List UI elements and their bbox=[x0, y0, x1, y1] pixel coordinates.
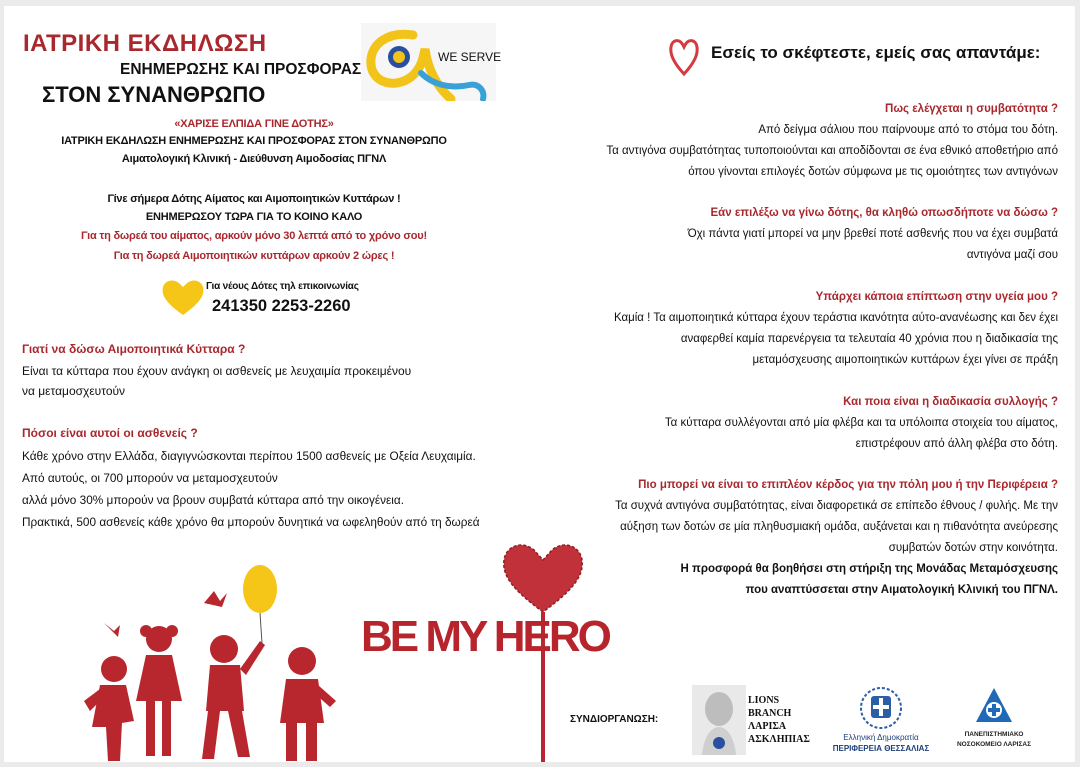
closing-line: Η προσφορά θα βοηθήσει στη στήριξη της Μονάδας Μεταμόσχευσης bbox=[680, 563, 1058, 575]
right-header: Εσείς το σκέφτεστε, εμείς σας απαντάμε: bbox=[711, 43, 1041, 62]
right-qa-1 bbox=[564, 99, 1058, 183]
answer-line: αλλά μόνο 30% μπορούν να βρουν συμβατά κύτταρα από την οικογένεια. bbox=[22, 493, 405, 507]
closing-line: που αναπτύσσεται στην Αιματολογική Κλινική του ΠΓΝΛ. bbox=[745, 584, 1058, 596]
answer-line: όπου γίνονται επιλογές δοτών σύμφωνα με τις ομοιότητες των αντιγόνων bbox=[688, 166, 1058, 178]
question: Πιο μπορεί να είναι το επιπλέον κέρδος για την πόλη μου ή την Περιφέρεια ? bbox=[638, 479, 1058, 491]
children-silhouette-illustration bbox=[64, 551, 364, 762]
header-title-3: ΣΤΟΝ ΣΥΝΑΝΘΡΩΠΟ bbox=[42, 82, 266, 107]
intro-line-5: Για τη δωρεά του αίματος, αρκούν μόνο 30 λεπτά από το χρόνο σου! bbox=[81, 230, 427, 242]
intro-line-4: ΕΝΗΜΕΡΩΣΟΥ ΤΩΡΑ ΓΙΑ ΤΟ ΚΟΙΝΟ ΚΑΛΟ bbox=[145, 211, 363, 223]
right-qa-5 bbox=[564, 475, 1058, 601]
intro-line-2: Αιματολογική Κλινική - Διεύθυνση Αιμοδοσίας ΠΓΝΛ bbox=[121, 153, 387, 165]
yellow-heart-icon bbox=[160, 277, 206, 322]
greek-emblem-icon bbox=[859, 686, 903, 735]
right-qa-4 bbox=[564, 392, 1058, 455]
answer-line: Πρακτικά, 500 ασθενείς κάθε χρόνο θα μπορούν δυνητικά να ωφεληθούν από τη δωρεά bbox=[22, 515, 480, 529]
answer-line: συμβατών δοτών στην κοινότητα. bbox=[888, 542, 1058, 554]
intro-line-1: ΙΑΤΡΙΚΗ ΕΚΔΗΛΩΣΗ ΕΝΗΜΕΡΩΣΗΣ ΚΑΙ ΠΡΟΣΦΟΡΑΣ ΣΤΟΝ ΣΥΝΑΝΘΡΩΠΟ bbox=[61, 135, 447, 147]
left-qa-2 bbox=[22, 423, 502, 533]
region-text bbox=[816, 732, 946, 754]
red-heart-icon bbox=[669, 36, 699, 81]
answer-line: Κάθε χρόνο στην Ελλάδα, διαγιγνώσκονται περίπου 1500 ασθενείς με Οξεία Λευχαιμία. bbox=[22, 449, 476, 463]
lions-line: LIONS bbox=[748, 695, 780, 706]
answer-line: Καμία ! Τα αιμοποιητικά κύτταρα έχουν τεράστια ικανότητα αύτο-ανανέωσης και δεν έχει bbox=[613, 312, 1058, 324]
question: Γιατί να δώσω Αιμοποιητικά Κύτταρα ? bbox=[22, 342, 246, 356]
answer-line: να μεταμοσχευτούν bbox=[22, 384, 126, 398]
question: Πως ελέγχεται η συμβατότητα ? bbox=[885, 103, 1058, 115]
question: Πόσοι είναι αυτοί οι ασθενείς ? bbox=[22, 426, 198, 440]
question: Και ποια είναι η διαδικασία συλλογής ? bbox=[843, 396, 1058, 408]
answer-line: Από δείγμα σάλιου που παίρνουμε από το στόμα του δότη. bbox=[758, 124, 1058, 136]
right-qa-2 bbox=[564, 203, 1058, 266]
lions-line: ΑΣΚΛΗΠΙΑΣ bbox=[748, 734, 810, 745]
hero-text: BE MY HERO bbox=[361, 612, 609, 661]
left-qa-1 bbox=[22, 339, 492, 401]
hospital-text bbox=[949, 730, 1039, 750]
hospital-line-2: ΝΟΣΟΚΟΜΕΙΟ ΛΑΡΙΣΑΣ bbox=[956, 741, 1031, 748]
we-serve-text: WE SERVE bbox=[438, 50, 502, 64]
lions-branch-logo-icon bbox=[692, 685, 746, 755]
answer-line: Είναι τα κύτταρα που έχουν ανάγκη οι ασθενείς με λευχαιμία προκειμένου bbox=[22, 364, 412, 378]
answer-line: αντιγόνα μαζί σου bbox=[966, 249, 1058, 261]
right-qa-3 bbox=[564, 287, 1058, 371]
intro-line-3: Γίνε σήμερα Δότης Αίματος και Αιμοποιητικών Κυττάρων ! bbox=[107, 193, 401, 205]
answer-line: επιστρέφουν από άλλη φλέβα στο δότη. bbox=[855, 438, 1058, 450]
answer-line: Τα αντιγόνα συμβατότητας τυποποιούνται και αποδίδονται σε ένα εθνικό αποθετήριο από bbox=[606, 145, 1058, 157]
flyer-page bbox=[4, 6, 1075, 762]
intro-block bbox=[24, 116, 484, 266]
lions-branch-text bbox=[748, 694, 810, 746]
question: Υπάρχει κάποια επίπτωση στην υγεία μου ? bbox=[815, 291, 1058, 303]
lions-line: ΛΑΡΙΣΑ bbox=[748, 721, 787, 732]
co-organization-label: ΣΥΝΔΙΟΡΓΑΝΩΣΗ: bbox=[570, 714, 659, 725]
header-title-2: ΕΝΗΜΕΡΩΣΗΣ ΚΑΙ ΠΡΟΣΦΟΡΑΣ bbox=[120, 61, 362, 78]
gov-line-1: Ελληνική Δημοκρατία bbox=[843, 733, 919, 742]
phone-number: 241350 2253-2260 bbox=[212, 297, 351, 315]
intro-line-6: Για τη δωρεά Αιμοποιητικών κυττάρων αρκούν 2 ώρες ! bbox=[113, 250, 395, 262]
hospital-line-1: ΠΑΝΕΠΙΣΤΗΜΙΑΚΟ bbox=[964, 731, 1024, 738]
hospital-logo-icon bbox=[974, 686, 1014, 731]
question: Εάν επιλέξω να γίνω δότης, θα κληθώ οπωσδήποτε να δώσω ? bbox=[710, 207, 1058, 219]
contact-label: Για νέους Δότες τηλ επικοινωνίας bbox=[206, 281, 359, 292]
answer-line: Τα συχνά αντιγόνα συμβατότητας, είναι διαφορετικά σε επίπεδο έθνους / φυλής. Με την bbox=[615, 500, 1058, 512]
lions-line: BRANCH bbox=[748, 708, 792, 719]
gov-line-2: ΠΕΡΙΦΕΡΕΙΑ ΘΕΣΣΑΛΙΑΣ bbox=[832, 744, 930, 753]
answer-line: αύξηση των δοτών σε μία πληθυσμιακή ομάδα, αυξάνεται και η πιθανότητα ανεύρεσης bbox=[620, 521, 1058, 533]
answer-line: Τα κύτταρα συλλέγονται από μία φλέβα και τα υπόλοιπα στοιχεία του αίματος, bbox=[664, 417, 1058, 429]
answer-line: Από αυτούς, οι 700 μπορούν να μεταμοσχευτούν bbox=[22, 471, 278, 485]
answer-line: μεταμόσχευσης αιμοποιητικών κυττάρων έχει γίνει σε πράξη bbox=[752, 354, 1058, 366]
answer-line: αναφερθεί καμία παρενέργεια τα τελευταία 40 χρόνια που η διαδικασία της bbox=[680, 333, 1058, 345]
answer-line: Όχι πάντα γιατί μπορεί να μην βρεθεί ποτέ ασθενής που να έχει συμβατά bbox=[687, 228, 1058, 240]
slogan: «ΧΑΡΙΣΕ ΕΛΠΙΔΑ ΓΙΝΕ ΔΟΤΗΣ» bbox=[174, 118, 334, 130]
header-title-1: ΙΑΤΡΙΚΗ ΕΚΔΗΛΩΣΗ bbox=[23, 30, 267, 57]
